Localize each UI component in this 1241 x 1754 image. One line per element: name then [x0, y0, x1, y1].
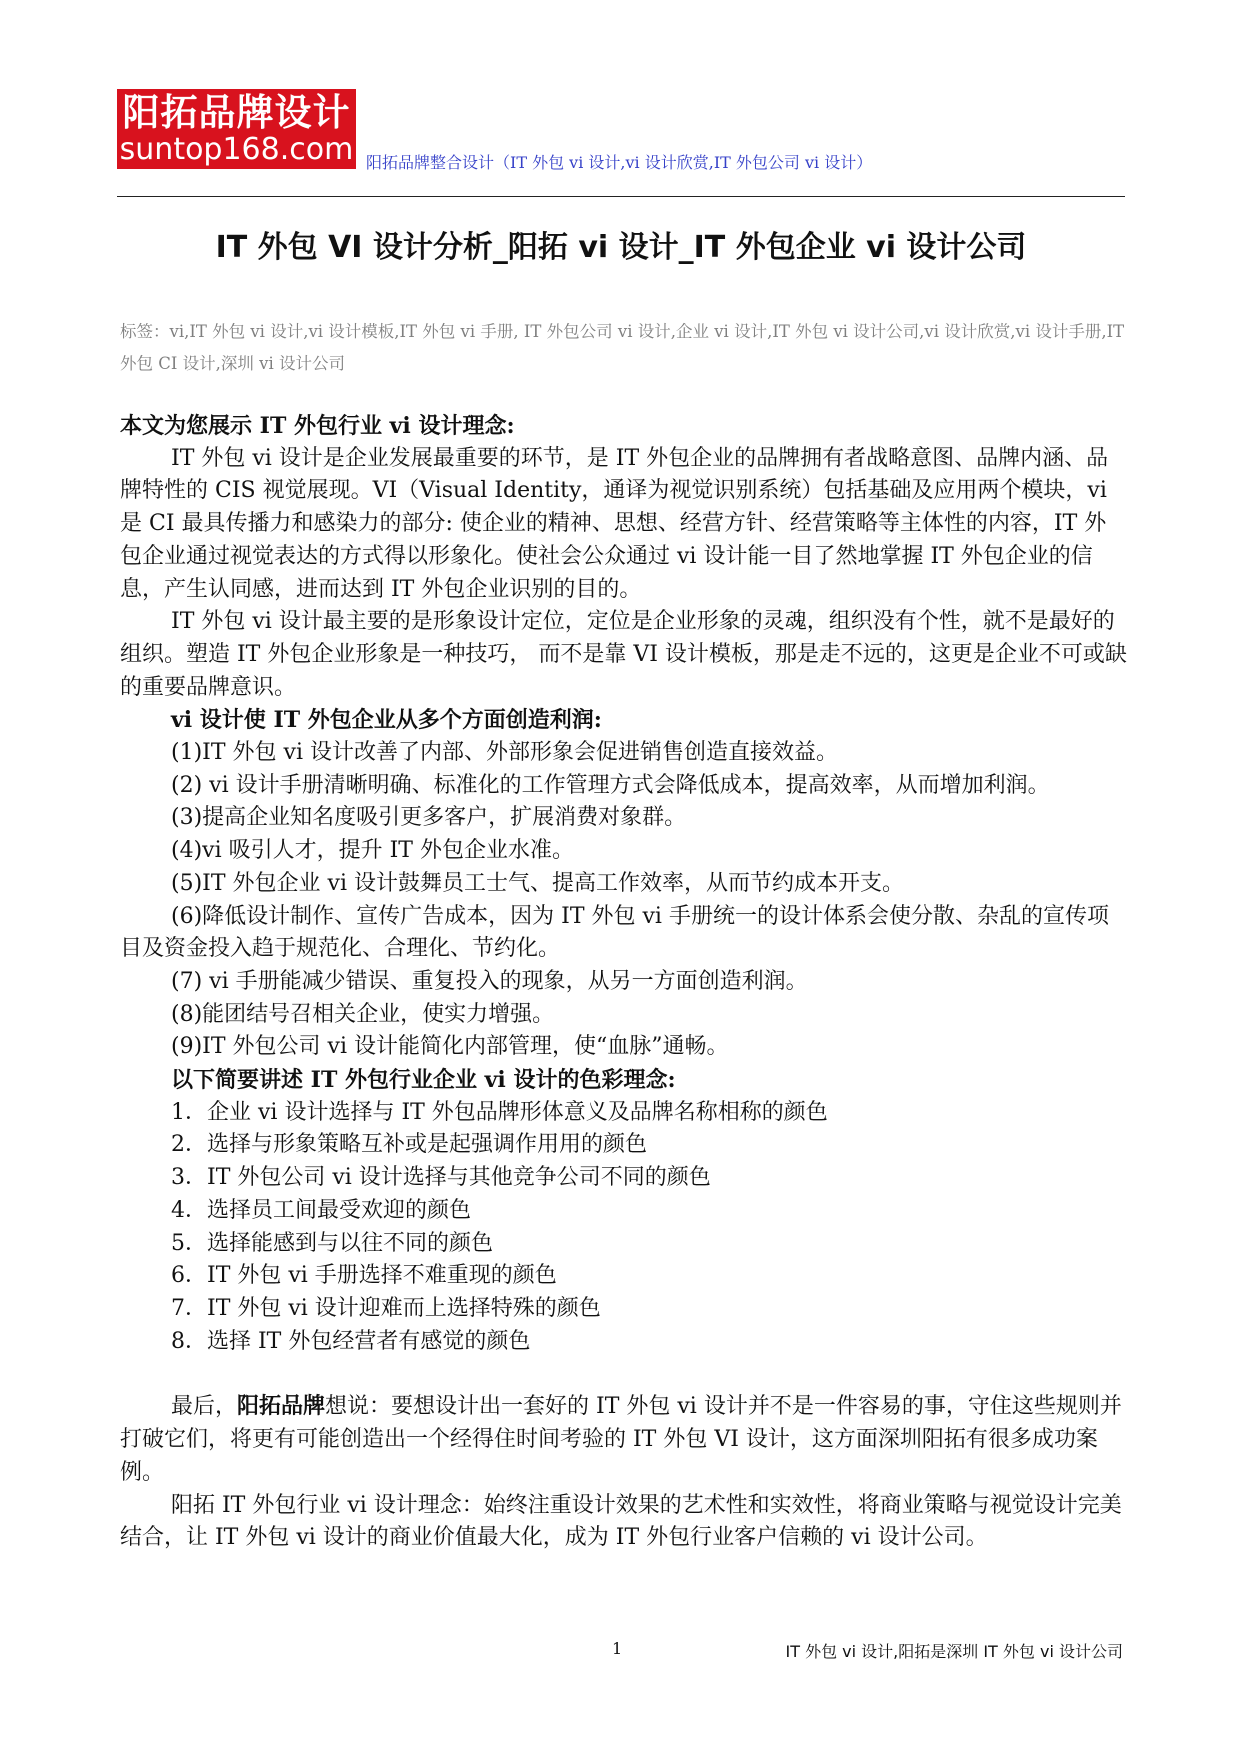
color-item: 1．企业 vi 设计选择与 IT 外包品牌形体意义及品牌名称相称的颜色	[171, 1099, 828, 1125]
benefit-item: (7) vi 手册能减少错误、重复投入的现象，从另一方面创造利润。	[171, 968, 808, 994]
paragraph-closing	[120, 1390, 1128, 1489]
logo-domain-text: suntop168.com	[119, 132, 354, 167]
benefit-item: (9)IT 外包公司 vi 设计能简化内部管理，使“血脉”通畅。	[171, 1034, 729, 1060]
paragraph-positioning: IT 外包 vi 设计最主要的是形象设计定位，定位是企业形象的灵魂，组织没有个性，就不是最好的组织。塑造 IT 外包企业形象是一种技巧， 而不是靠 VI 设计模板，那是走不远的，这更是企业不可或缺的重要品牌意识。	[120, 609, 1127, 700]
section-heading-intro: 本文为您展示 IT 外包行业 vi 设计理念:	[120, 413, 515, 439]
logo-chinese-text: 阳拓品牌设计	[122, 91, 351, 134]
brand-logo	[117, 89, 356, 169]
header-link[interactable]: 阳拓品牌整合设计（IT 外包 vi 设计,vi 设计欣赏,IT 外包公司 vi 设计）	[366, 153, 873, 172]
header-divider	[117, 196, 1125, 197]
benefit-item: (3)提高企业知名度吸引更多客户，扩展消费对象群。	[171, 805, 687, 831]
paragraph-philosophy: 阳拓 IT 外包行业 vi 设计理念：始终注重设计效果的艺术性和实效性，将商业策略与视觉设计完美结合，让 IT 外包 vi 设计的商业价值最大化，成为 IT 外包行业客户信赖的 vi 设计公司。	[120, 1492, 1122, 1551]
page-number: 1	[612, 1639, 623, 1658]
benefit-item: (5)IT 外包企业 vi 设计鼓舞员工士气、提高工作效率，从而节约成本开支。	[171, 870, 904, 896]
color-item: 2．选择与形象策略互补或是起强调作用用的颜色	[171, 1132, 647, 1158]
color-item: 3．IT 外包公司 vi 设计选择与其他竞争公司不同的颜色	[171, 1165, 711, 1191]
page-title: IT 外包 VI 设计分析_阳拓 vi 设计_IT 外包企业 vi 设计公司	[215, 230, 1027, 265]
tags-line: 标签：vi,IT 外包 vi 设计,vi 设计模板,IT 外包 vi 手册, IT 外包公司 vi 设计,企业 vi 设计,IT 外包 vi 设计公司,vi 设计欣赏,vi 设计手册,IT 外包 CI 设计,深圳 vi 设计公司	[120, 322, 1125, 373]
color-item: 8．选择 IT 外包经营者有感觉的颜色	[171, 1328, 531, 1354]
closing-prefix: 最后，	[171, 1394, 238, 1420]
color-item: 7．IT 外包 vi 设计迎难而上选择特殊的颜色	[171, 1295, 601, 1321]
color-item: 6．IT 外包 vi 手册选择不难重现的颜色	[171, 1263, 557, 1289]
benefit-item: (8)能团结号召相关企业，使实力增强。	[171, 1001, 555, 1027]
benefit-item: (6)降低设计制作、宣传广告成本，因为 IT 外包 vi 手册统一的设计体系会使分散、杂乱的宣传项目及资金投入趋于规范化、合理化、节约化。	[120, 903, 1109, 962]
color-item: 4．选择员工间最受欢迎的颜色	[171, 1197, 471, 1223]
benefit-item: (2) vi 设计手册清晰明确、标准化的工作管理方式会降低成本，提高效率，从而增加利润。	[171, 772, 1050, 798]
closing-rest: 想说：要想设计出一套好的 IT 外包 vi 设计并不是一件容易的事，守住这些规则并打破它们，将更有可能创造出一个经得住时间考验的 IT 外包 VI 设计，这方面深圳阳拓有很多成功案例。	[120, 1394, 1122, 1485]
benefit-item: (4)vi 吸引人才，提升 IT 外包企业水准。	[171, 838, 574, 864]
closing-brand: 阳拓品牌	[237, 1393, 326, 1420]
footer-note: IT 外包 vi 设计,阳拓是深圳 IT 外包 vi 设计公司	[785, 1642, 1123, 1661]
paragraph-intro: IT 外包 vi 设计是企业发展最重要的环节，是 IT 外包企业的品牌拥有者战略意图、品牌内涵、品牌特性的 CIS 视觉展现。VI（Visual Identity，通译为视觉识别系统）包括基础及应用两个模块，vi 是 CI 最具传播力和感染力的部分: 使企业的精神、思想、经营方针、经营策略等主体性的内容，IT 外包企业通过视觉表达的方式得以形象化。使社会公众通过 vi 设计能一目了然地掌握 IT 外包企业的信息，产生认同感，进而达到 IT 外包企业识别的目的。	[120, 445, 1109, 602]
benefit-item: (1)IT 外包 vi 设计改善了内部、外部形象会促进销售创造直接效益。	[171, 740, 838, 766]
color-item: 5．选择能感到与以往不同的颜色	[171, 1230, 493, 1256]
section-heading-colors: 以下简要讲述 IT 外包行业企业 vi 设计的色彩理念:	[171, 1067, 676, 1094]
section-heading-benefits: vi 设计使 IT 外包企业从多个方面创造利润:	[171, 707, 602, 734]
article-body	[120, 410, 1128, 1555]
spacer	[120, 1358, 1128, 1390]
